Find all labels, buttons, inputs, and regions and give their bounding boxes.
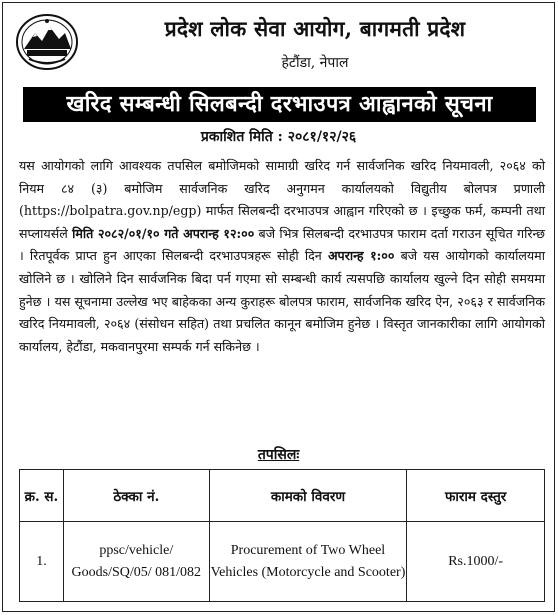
notice-header — [3, 3, 554, 85]
published-label: प्रकाशित मिति : — [200, 129, 283, 145]
notice-title: खरिद सम्बन्धी सिलबन्दी दरभाउपत्र आह्वानको सूचना — [23, 87, 536, 122]
cell-fee: Rs.1000/- — [407, 522, 545, 602]
column-header-sn: क्र. स. — [20, 470, 64, 522]
published-date: २०८१/१२/२६ — [287, 129, 357, 145]
cell-description: Procurement of Two Wheel Vehicles (Motorcycle and Scooter) — [209, 522, 407, 602]
table-header-row — [20, 470, 545, 522]
commission-emblem-icon — [15, 13, 79, 71]
body-paragraph-1: यस आयोगको लागि आवश्यक तपसिल बमोजिमको सामाग्री खरिद गर्न सार्वजनिक खरिद नियमावली, २०६४ को नियम ८४ (३) बमोजिम सार्वजनिक खरिद अनुगमन कार्यालयको विद्युतीय बोलपत्र प्रणाली (https://bolpatra.gov.np/egp) मार्फत सिलबन्दी दरभाउपत्र आह्वान गरिएको छ । इच्छुक फर्म, कम्पनी तथा सप्लायर्सले — [19, 158, 545, 241]
organization-location: हेटौंडा, नेपाल — [281, 55, 349, 71]
published-date-line — [3, 127, 554, 146]
cell-sn: 1. — [20, 522, 64, 602]
submission-deadline: मिति २०८२/०१/१० गते अपरान्ह १२:०० — [72, 225, 255, 241]
schedule-table — [19, 469, 545, 602]
table-row — [20, 522, 545, 602]
column-header-fee: फाराम दस्तुर — [407, 470, 545, 522]
body-paragraph-2: बजे भित्र सिलबन्दी दरभाउपत्र फाराम दर्ता गराउन सूचित गरिन्छ । रितपूर्वक प्राप्त हुन आएका सिलबन्दी दरभाउपत्रहरू सोही दिन — [19, 225, 545, 264]
organization-name: प्रदेश लोक सेवा आयोग, बागमती प्रदेश — [164, 16, 466, 41]
opening-time: अपरान्ह १:०० — [327, 248, 395, 264]
notice-frame — [2, 2, 555, 612]
column-header-contract-no: ठेक्का नं. — [63, 470, 209, 522]
column-header-description: कामको विवरण — [209, 470, 407, 522]
schedule-heading: तपसिलः — [257, 447, 300, 463]
body-paragraph-3: बजे यस आयोगको कार्यालयमा खोलिने छ । खोलिने दिन सार्वजनिक बिदा पर्न गएमा सो सम्बन्धी कार्य त्यसपछि कार्यालय खुल्ने दिन सोही समयमा हुनेछ । यस सूचनामा उल्लेख भए बाहेकका अन्य कुराहरू बोलपत्र फाराम, सार्वजनिक खरिद ऐन, २०६३ र सार्वजनिक खरिद नियमावली, २०६४ (संसोधन सहित) तथा प्रचलित कानून बमोजिम हुनेछ । विस्तृत जानकारीका लागि आयोगको कार्यालय, हेटौंडा, मकवानपुरमा सम्पर्क गर्न सकिनेछ । — [19, 248, 545, 354]
cell-contract-no: ppsc/vehicle/ Goods/SQ/05/ 081/082 — [63, 522, 209, 602]
notice-body — [19, 155, 545, 358]
